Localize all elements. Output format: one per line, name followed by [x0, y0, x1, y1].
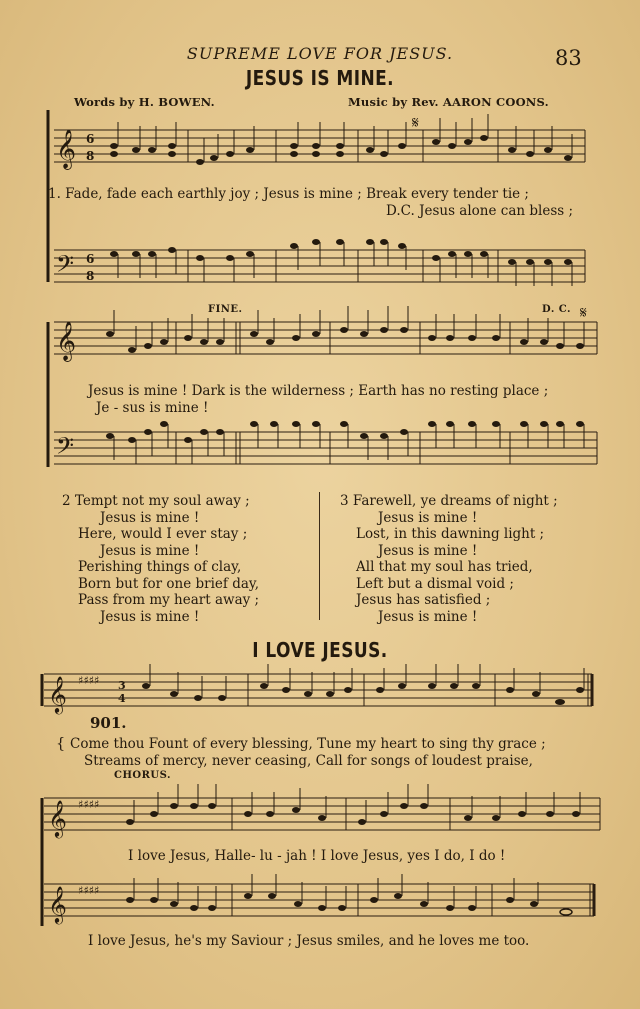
- svg-text:♯♯♯♯: ♯♯♯♯: [78, 884, 100, 897]
- svg-text:♯♯♯♯: ♯♯♯♯: [78, 798, 100, 811]
- music-staff-hymn2-chorus1: [40, 784, 600, 844]
- brace-icon: {: [56, 736, 66, 752]
- verse3-line: Jesus is mine !: [378, 542, 478, 559]
- running-title: SUPREME LOVE FOR JESUS.: [186, 44, 454, 63]
- hymn2-verse-line1: Come thou Fount of every blessing, Tune my heart to sing thy grace ;: [70, 736, 546, 752]
- svg-text:3: 3: [118, 679, 126, 692]
- verse-2: [62, 493, 259, 625]
- svg-text:𝄞: 𝄞: [56, 129, 77, 169]
- verse3-line: Jesus is mine !: [378, 509, 478, 526]
- hymn1-lyric-line2: Jesus is mine ! Dark is the wilderness ; Earth has no resting place ;: [88, 383, 549, 399]
- column-divider: [319, 492, 320, 620]
- page-number: 83: [555, 46, 582, 70]
- hymn1-lyric-line1: 1. Fade, fade each earthly joy ; Jesus is mine ; Break every tender tie ;: [48, 186, 529, 202]
- verse-3: [340, 493, 558, 625]
- dc-marker: D. C.: [542, 304, 572, 315]
- svg-text:6: 6: [86, 132, 95, 146]
- music-staff-system2-treble: [40, 302, 600, 382]
- music-staff-hymn2-chorus2: [40, 870, 600, 930]
- svg-text:4: 4: [118, 692, 126, 705]
- svg-text:𝄋: 𝄋: [412, 113, 419, 132]
- svg-text:𝄞: 𝄞: [48, 885, 67, 923]
- svg-text:𝄢: 𝄢: [56, 432, 75, 465]
- verse3-line: Left but a dismal void ;: [356, 575, 514, 592]
- music-staff-hymn2-line1: [40, 660, 600, 720]
- verse3-line: All that my soul has tried,: [356, 559, 533, 575]
- hymn-title-i-love-jesus: I LOVE JESUS.: [252, 638, 388, 662]
- svg-text:𝄞: 𝄞: [48, 799, 67, 837]
- svg-text:♯♯♯♯: ♯♯♯♯: [78, 674, 100, 687]
- verse2-line: Pass from my heart away ;: [78, 592, 260, 608]
- music-staff-system1-treble: [40, 110, 600, 190]
- verse2-line: Jesus is mine !: [100, 608, 200, 625]
- words-credit: Words by H. BOWEN.: [74, 95, 215, 109]
- verse2-line: Jesus is mine !: [100, 509, 200, 526]
- verse2-line: Jesus is mine !: [100, 542, 200, 559]
- svg-text:𝄢: 𝄢: [56, 250, 75, 283]
- chorus-lyric-line2: I love Jesus, he's my Saviour ; Jesus smiles, and he loves me too.: [88, 933, 530, 949]
- verse2-line: 2 Tempt not my soul away ;: [62, 493, 250, 509]
- music-credit: Music by Rev. AARON COONS.: [348, 95, 549, 109]
- verse3-line: 3 Farewell, ye dreams of night ;: [340, 493, 558, 509]
- hymn1-lyric-dc-line: D.C. Jesus alone can bless ;: [386, 203, 574, 219]
- chorus-lyric-line1: I love Jesus, Halle- lu - jah ! I love Jesus, yes I do, I do !: [128, 848, 506, 864]
- svg-text:𝄋: 𝄋: [580, 303, 587, 322]
- hymn1-lyric-line2b: Je - sus is mine !: [96, 400, 209, 416]
- chorus-label: CHORUS.: [114, 770, 171, 781]
- verse2-line: Perishing things of clay,: [78, 559, 242, 575]
- hymn-title-jesus-is-mine: JESUS IS MINE.: [245, 66, 395, 90]
- verse2-line: Here, would I ever stay ;: [78, 526, 248, 542]
- hymn2-verse-line2: Streams of mercy, never ceasing, Call for songs of loudest praise,: [84, 753, 533, 769]
- fine-marker: FINE.: [208, 304, 243, 315]
- music-staff-system2-bass: [40, 412, 600, 492]
- svg-text:6: 6: [86, 252, 95, 266]
- music-staff-system1-bass: [40, 222, 600, 302]
- svg-text:8: 8: [86, 269, 95, 283]
- svg-text:8: 8: [86, 149, 95, 163]
- verse3-line: Lost, in this dawning light ;: [356, 526, 545, 542]
- verse3-line: Jesus is mine !: [378, 608, 478, 625]
- verse3-line: Jesus has satisfied ;: [356, 592, 491, 608]
- svg-text:𝄞: 𝄞: [56, 321, 77, 361]
- svg-text:𝄞: 𝄞: [48, 675, 67, 713]
- hymn-number: 901.: [90, 714, 127, 732]
- verse2-line: Born but for one brief day,: [78, 575, 260, 592]
